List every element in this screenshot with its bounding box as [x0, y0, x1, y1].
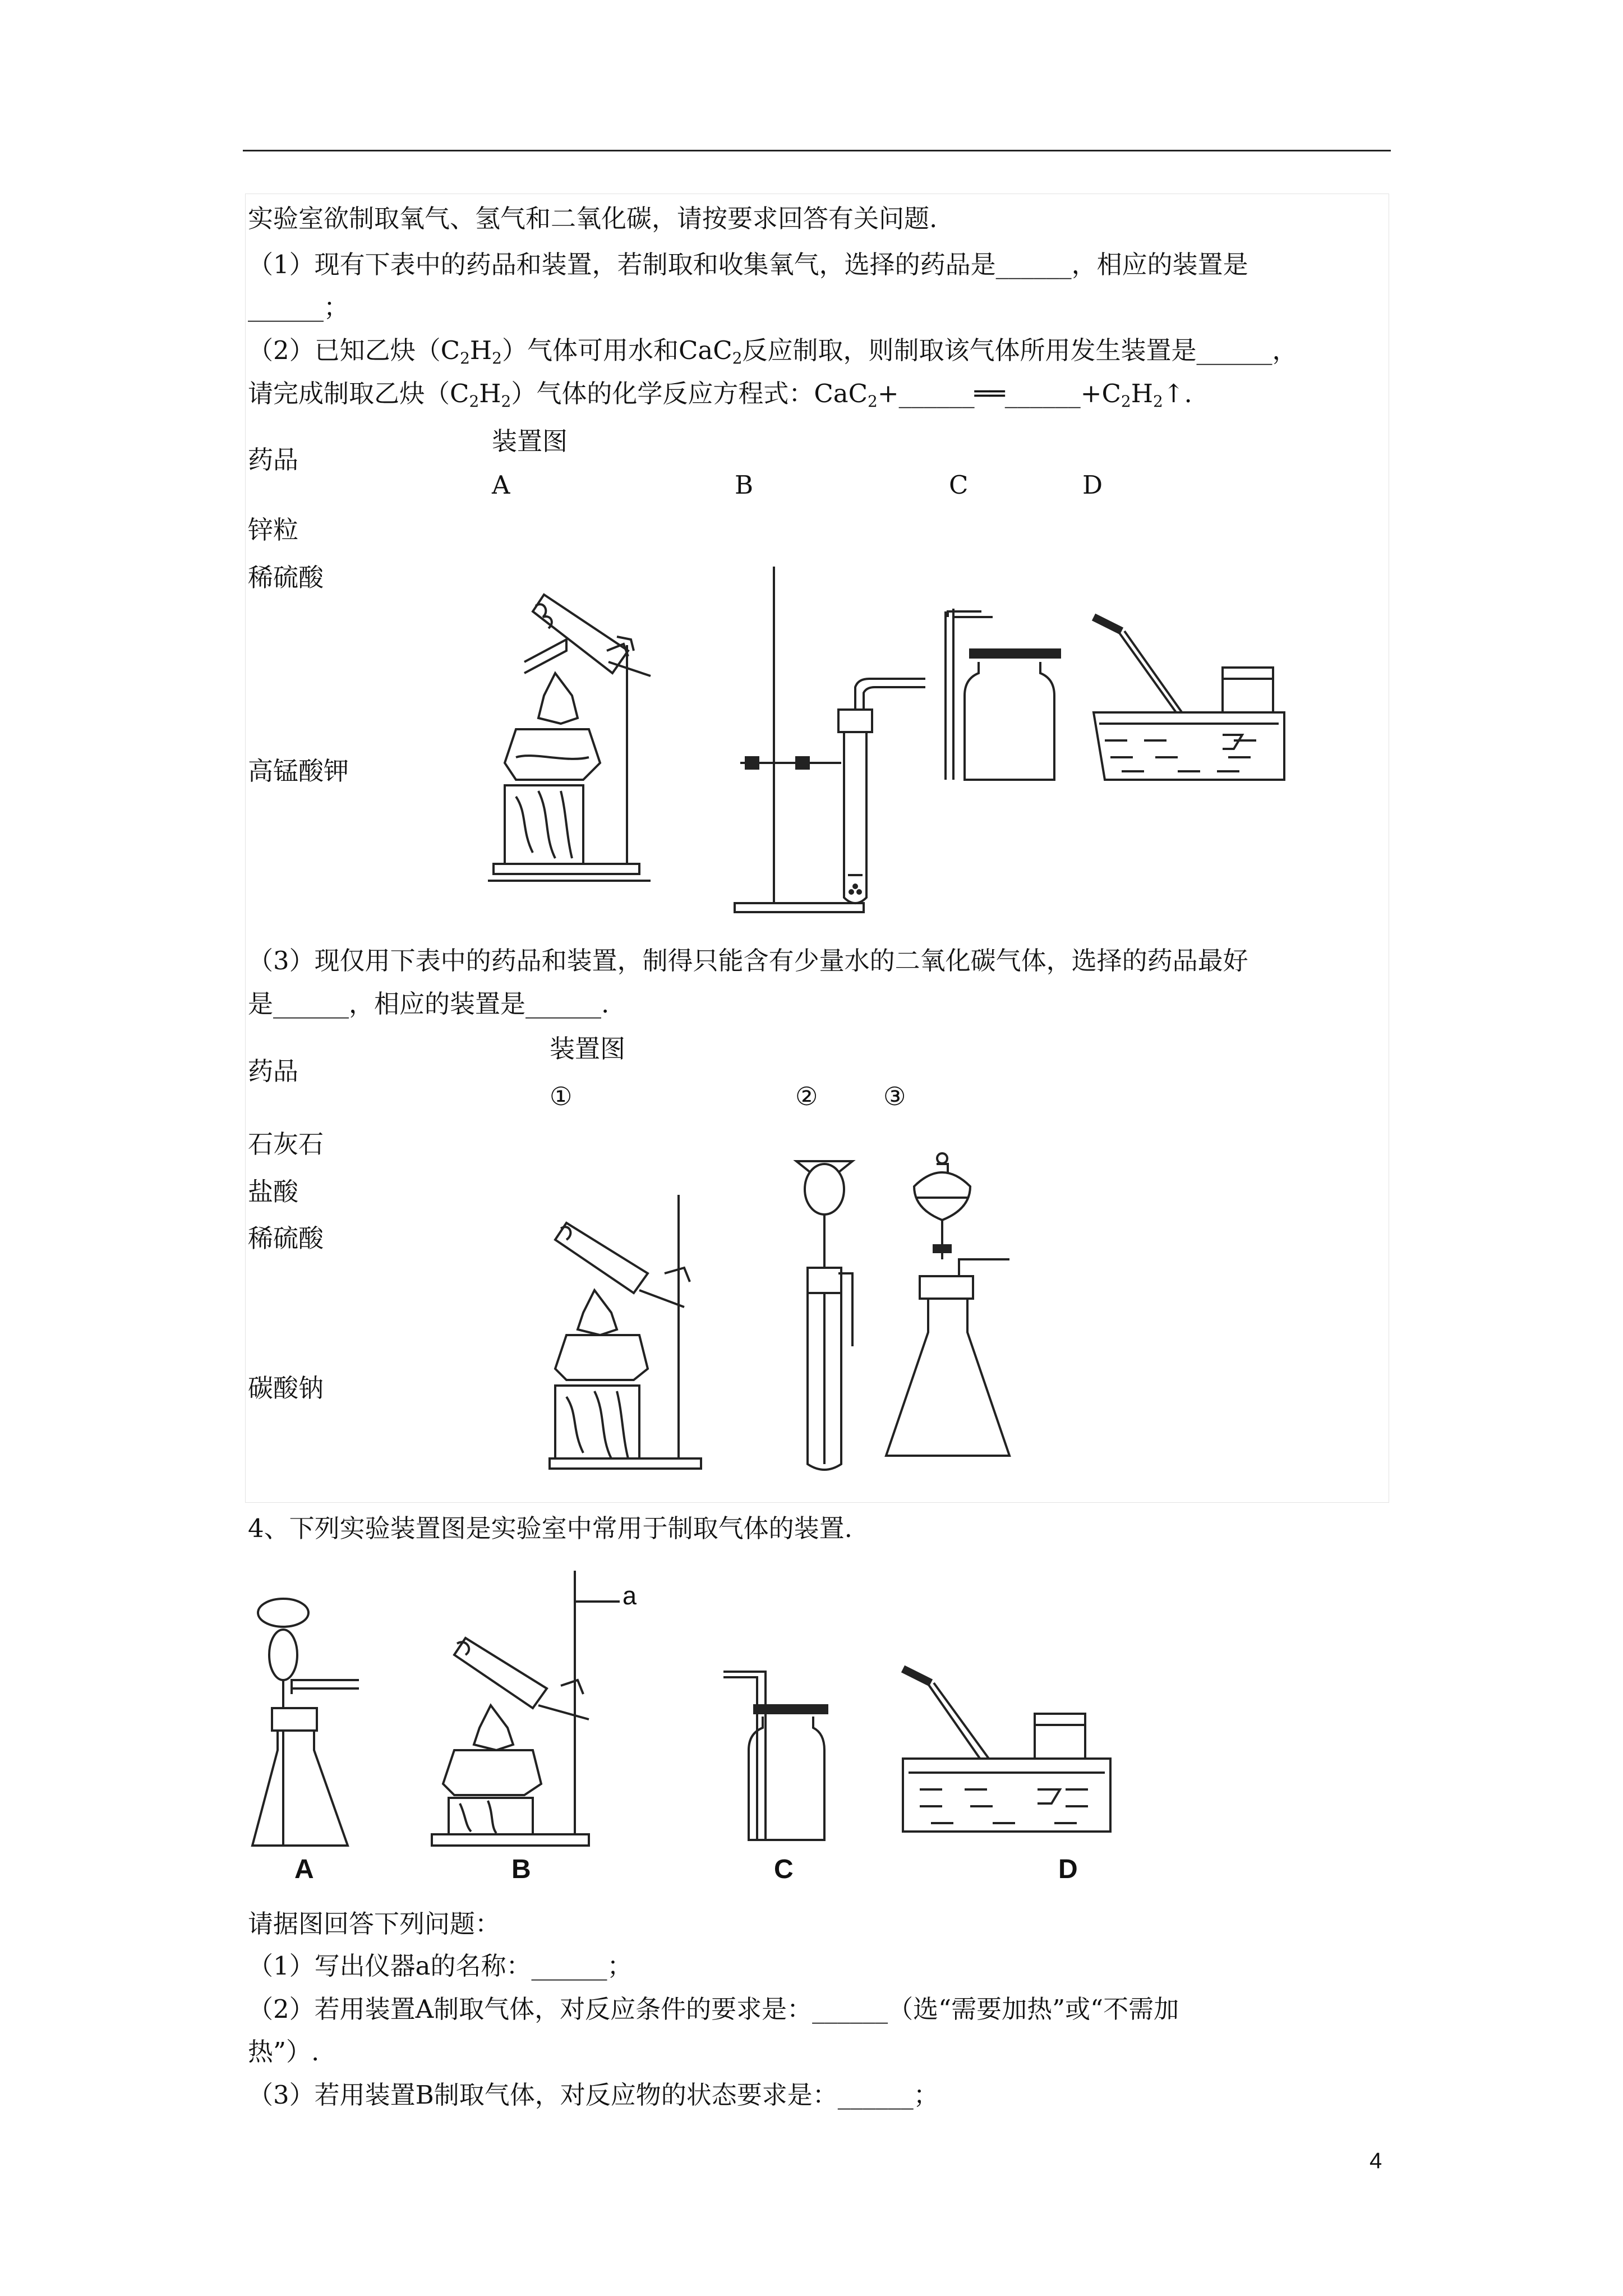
q4-part3: （3）若用装置B制取气体，对反应物的状态要求是：______；: [248, 2080, 939, 2110]
apparatus-label-D: D: [1082, 470, 1103, 500]
q4-part2: （2）若用装置A制取气体，对反应条件的要求是：______（选“需要加热”或“不需加: [248, 1994, 1179, 2024]
drug-dilute-sulfuric-acid: 稀硫酸: [248, 563, 324, 592]
header-rule: [243, 150, 1391, 151]
figure-B-heating-stand: [426, 1571, 662, 1857]
table1-drug-header: 药品: [248, 445, 299, 475]
apparatus-water-trough: [1088, 611, 1324, 797]
apparatus-heating-tube-stand-2: [550, 1195, 785, 1487]
apparatus-test-tube-stand: [723, 561, 942, 931]
figure-label-D: D: [1058, 1855, 1078, 1884]
apparatus-label-B: B: [735, 470, 754, 500]
figure-A-flask-funnel: [247, 1599, 381, 1851]
q3-part3-cont: 是______，相应的装置是______.: [248, 989, 610, 1019]
figure-C-gas-bottle: [723, 1672, 830, 1851]
drug-potassium-permanganate: 高锰酸钾: [248, 756, 349, 786]
apparatus-label-C: C: [949, 470, 969, 500]
drug-sodium-carbonate: 碳酸钠: [248, 1373, 324, 1403]
drug-limestone: 石灰石: [248, 1129, 324, 1159]
page-number: 4: [1370, 2148, 1382, 2173]
apparatus-heating-tube-stand: [482, 589, 718, 892]
q3-part3: （3）现仅用下表中的药品和装置，制得只能含有少量水的二氧化碳气体，选择的药品最好: [248, 946, 1248, 976]
apparatus-label-1: ①: [550, 1082, 573, 1111]
drug-dilute-sulfuric-acid-2: 稀硫酸: [248, 1223, 324, 1253]
apparatus-separatory-flask: [880, 1153, 1032, 1495]
q3-part2: （2）已知乙炔$(C_2H_2)$气体可用水和CaC$_2$反应制取，则制取该气体所用发生装置是______，: [248, 335, 1298, 367]
figure-label-B: B: [511, 1855, 531, 1884]
drug-zinc: 锌粒: [248, 515, 299, 545]
apparatus-label-3: ③: [883, 1082, 906, 1111]
q4-title: 4、下列实验装置图是实验室中常用于制取气体的装置.: [248, 1513, 852, 1543]
pointer-label-a: a: [623, 1581, 637, 1610]
q4-part1: （1）写出仪器a的名称：______；: [248, 1951, 633, 1981]
q3-part1-cont: ______；: [248, 292, 349, 322]
apparatus-label-2: ②: [795, 1082, 818, 1111]
apparatus-label-A: A: [492, 470, 510, 500]
table2-apparatus-header: 装置图: [550, 1034, 626, 1064]
q3-part2-equation: 请完成制取乙炔$(C_2H_2)$气体的化学反应方程式：$CaC_2+\_\_\_\_\_\_══\_\_\_\_\_\_+C_2H_2↑$.: [248, 379, 1192, 411]
table2-drug-header: 药品: [248, 1056, 299, 1086]
q3-intro: 实验室欲制取氧气、氢气和二氧化碳，请按要求回答有关问题.: [248, 204, 938, 233]
apparatus-funnel-tube: [791, 1161, 858, 1487]
q4-part2-cont: 热”）.: [248, 2037, 320, 2067]
apparatus-gas-collection-bottle: [948, 611, 1060, 797]
figure-label-C: C: [774, 1855, 794, 1884]
figure-D-water-trough: [897, 1663, 1133, 1843]
table1-apparatus-header: 装置图: [492, 426, 568, 456]
figure-label-A: A: [294, 1855, 314, 1884]
q4-prompt: 请据图回答下列问题：: [248, 1909, 501, 1939]
drug-hydrochloric-acid: 盐酸: [248, 1177, 299, 1207]
q3-part1: （1）现有下表中的药品和装置，若制取和收集氧气，选择的药品是______，相应的装置是: [248, 250, 1248, 279]
